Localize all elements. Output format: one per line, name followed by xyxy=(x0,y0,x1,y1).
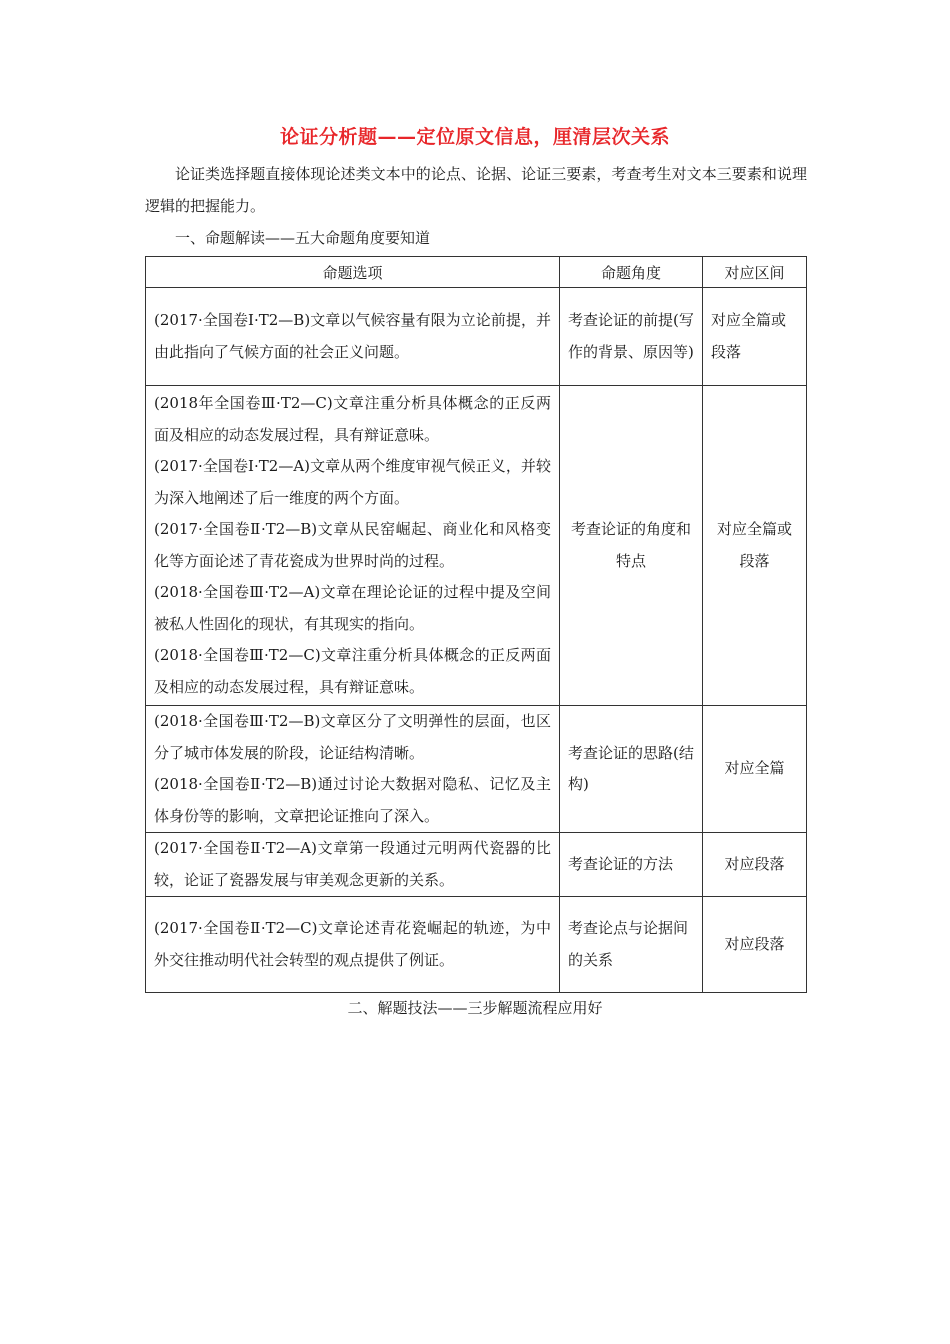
table-header-row xyxy=(146,257,807,288)
range-cell: 对应段落 xyxy=(703,833,807,897)
table-row xyxy=(146,288,807,386)
option-text: (2018·全国卷Ⅱ·T2—B)通过讨论大数据对隐私、记忆及主体身份等的影响，文章把论证推向了深入。 xyxy=(154,775,551,825)
options-cell xyxy=(146,706,560,833)
option-text: (2018·全国卷Ⅲ·T2—B)文章区分了文明弹性的层面，也区分了城市体发展的阶段，论证结构清晰。 xyxy=(154,712,551,762)
table-row xyxy=(146,386,807,706)
option-text: (2017·全国卷Ⅰ·T2—B)文章以气候容量有限为立论前提，并由此指向了气候方面的社会正义问题。 xyxy=(154,311,551,361)
range-cell: 对应全篇或段落 xyxy=(703,386,807,706)
options-cell xyxy=(146,833,560,897)
page-title: 论证分析题——定位原文信息，厘清层次关系 xyxy=(279,126,670,148)
angle-cell: 考查论点与论据间的关系 xyxy=(560,897,703,993)
table-row xyxy=(146,897,807,993)
options-cell xyxy=(146,386,560,706)
section-heading-1: 一、命题解读——五大命题角度要知道 xyxy=(175,229,431,247)
section-heading-2: 二、解题技法——三步解题流程应用好 xyxy=(347,999,603,1017)
angle-cell: 考查论证的方法 xyxy=(560,833,703,897)
table-row xyxy=(146,833,807,897)
option-text: (2017·全国卷Ⅱ·T2—A)文章第一段通过元明两代瓷器的比较，论证了瓷器发展与审美观念更新的关系。 xyxy=(154,839,551,889)
option-text: (2018·全国卷Ⅲ·T2—A)文章在理论论证的过程中提及空间被私人性固化的现状，有其现实的指向。 xyxy=(154,583,551,633)
options-cell xyxy=(146,288,560,386)
intro-paragraph: 论证类选择题直接体现论述类文本中的论点、论据、论证三要素，考查考生对文本三要素和说理逻辑的把握能力。 xyxy=(145,165,807,215)
range-cell: 对应全篇 xyxy=(703,706,807,833)
range-cell: 对应段落 xyxy=(703,897,807,993)
header-options: 命题选项 xyxy=(146,257,560,288)
header-range: 对应区间 xyxy=(703,257,807,288)
angle-cell: 考查论证的思路(结构) xyxy=(560,706,703,833)
option-text: (2018·全国卷Ⅲ·T2—C)文章注重分析具体概念的正反两面及相应的动态发展过程，具有辩证意味。 xyxy=(154,646,551,696)
header-angle: 命题角度 xyxy=(560,257,703,288)
option-text: (2017·全国卷Ⅱ·T2—C)文章论述青花瓷崛起的轨迹，为中外交往推动明代社会转型的观点提供了例证。 xyxy=(154,919,551,969)
angle-cell: 考查论证的前提(写作的背景、原因等) xyxy=(560,288,703,386)
table-row xyxy=(146,706,807,833)
angle-cell: 考查论证的角度和特点 xyxy=(560,386,703,706)
range-cell: 对应全篇或段落 xyxy=(703,288,807,386)
options-cell xyxy=(146,897,560,993)
option-text: (2018年全国卷Ⅲ·T2—C)文章注重分析具体概念的正反两面及相应的动态发展过程，具有辩证意味。 xyxy=(154,394,551,444)
question-angle-table xyxy=(145,256,807,993)
option-text: (2017·全国卷Ⅱ·T2—B)文章从民窑崛起、商业化和风格变化等方面论述了青花瓷成为世界时尚的过程。 xyxy=(154,520,551,570)
option-text: (2017·全国卷Ⅰ·T2—A)文章从两个维度审视气候正义，并较为深入地阐述了后一维度的两个方面。 xyxy=(154,457,551,507)
